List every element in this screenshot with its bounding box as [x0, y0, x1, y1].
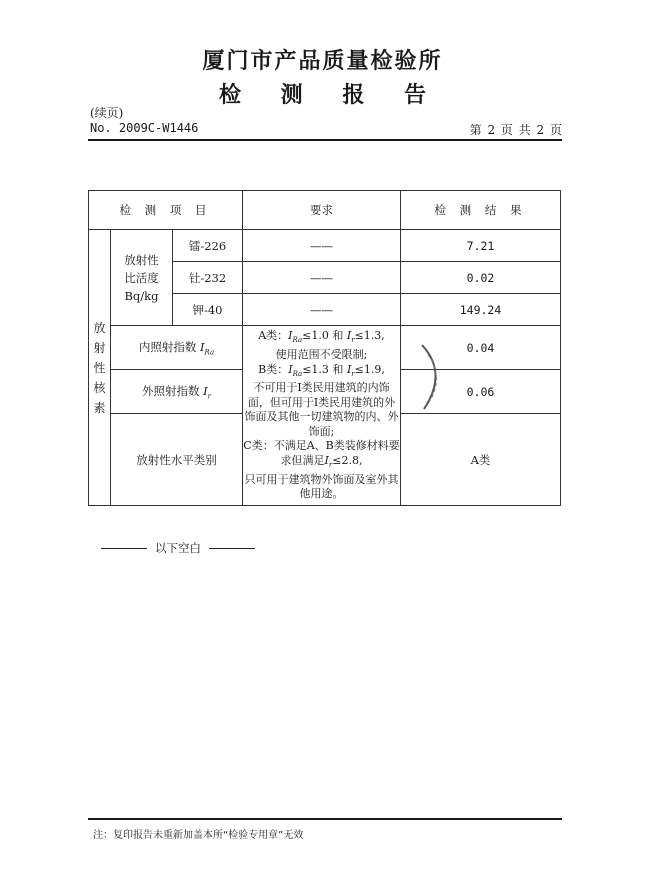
dash-left — [101, 548, 147, 549]
dash-right — [209, 548, 255, 549]
requirement-k40: —— — [243, 294, 401, 326]
result-ra226: 7.21 — [401, 230, 561, 262]
result-th232: 0.02 — [401, 262, 561, 294]
org-title: 厦门市产品质量检验所 — [202, 48, 443, 74]
table-row — [89, 326, 561, 370]
result-k40: 149.24 — [401, 294, 561, 326]
nuclide-k40: 钾-40 — [173, 294, 243, 326]
page-info: 第 2 页 共 2 页 — [469, 123, 562, 137]
internal-index-label: 内照射指数 $I_{Ra}$ — [111, 326, 243, 370]
footnote: 注：复印报告未重新加盖本所“检验专用章”无效 — [93, 830, 304, 841]
table-header-row — [89, 191, 561, 230]
class-label: 放射性水平类别 — [111, 414, 243, 506]
header-result: 检 测 结 果 — [401, 191, 561, 230]
requirement-class-a: A类：$I_{Ra}\le 1.0$ 和 $I_r\le 1.3$, — [258, 329, 385, 345]
requirement-class-c-note: 只可用于建筑物外饰面及室外其他用途。 — [244, 472, 399, 501]
category-cell: 放 射 性 核 素 — [89, 230, 111, 506]
requirement-class-c: C类：不满足A、B类装修材料要求但满足$I_r\le 2.8$, — [243, 439, 400, 470]
activity-group-cell: 放射性 比活度 Bq/kg — [111, 230, 173, 326]
requirement-th232: —— — [243, 262, 401, 294]
external-index-label: 外照射指数 $I_r$ — [111, 370, 243, 414]
requirement-class-b-note: 不可用于Ⅰ类民用建筑的内饰面，但可用于Ⅰ类民用建筑的外饰面及其他一切建筑物的内、外饰面; — [244, 381, 399, 438]
header-requirement: 要求 — [243, 191, 401, 230]
results-table — [88, 190, 561, 506]
requirement-text-cell — [243, 326, 401, 506]
partial-stamp-mark — [418, 343, 458, 413]
requirement-class-a-note: 使用范围不受限制; — [275, 348, 368, 362]
result-internal-index: 0.04 — [401, 326, 561, 370]
result-class: A类 — [401, 414, 561, 506]
header-item: 检 测 项 目 — [89, 191, 243, 230]
header-rule — [88, 139, 562, 141]
doc-type-title: 检 测 报 告 — [219, 82, 442, 108]
requirement-class-b: B类：$I_{Ra}\le 1.3$ 和 $I_r\le 1.9$, — [258, 362, 385, 378]
continued-label: (续页) — [90, 106, 124, 120]
result-external-index: 0.06 — [401, 370, 561, 414]
nuclide-ra226: 镭-226 — [173, 230, 243, 262]
nuclide-th232: 钍-232 — [173, 262, 243, 294]
report-number: No. 2009C-W1446 — [90, 121, 199, 135]
requirement-ra226: —— — [243, 230, 401, 262]
footer-rule — [88, 818, 562, 820]
table-row — [89, 230, 561, 262]
blank-below-note: 以下空白 — [93, 540, 263, 556]
